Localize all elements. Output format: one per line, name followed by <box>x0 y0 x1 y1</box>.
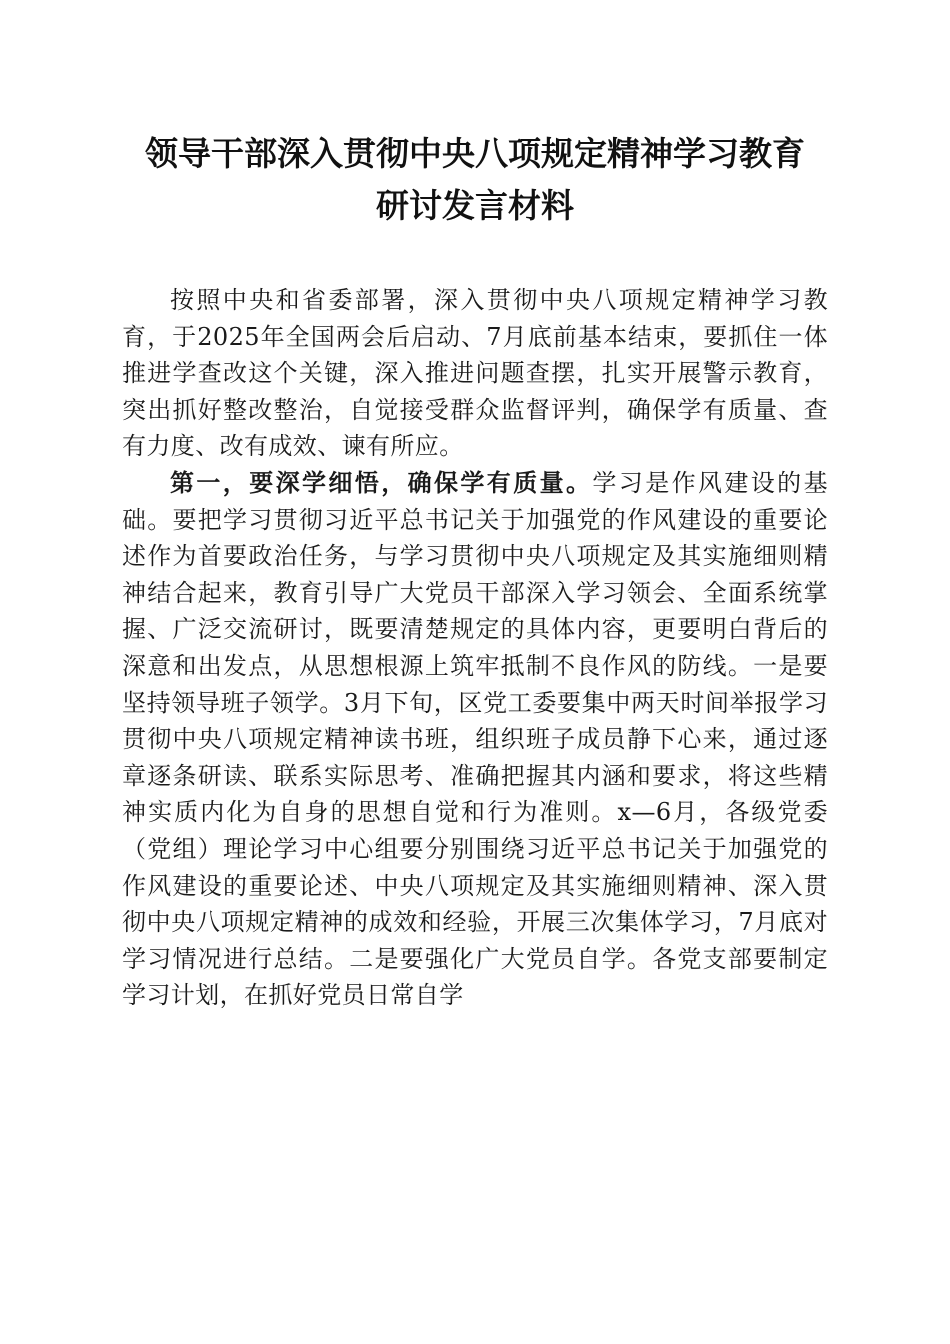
document-title <box>122 128 828 232</box>
paragraph-intro: 按照中央和省委部署，深入贯彻中央八项规定精神学习教育，于2025年全国两会后启动、7月底前基本结束，要抓住一体推进学查改这个关键，深入推进问题查摆，扎实开展警示教育，突出抓好整改整治，自觉接受群众监督评判，确保学有质量、查有力度、改有成效、谏有所应。 <box>122 286 828 461</box>
document-body <box>122 282 828 1014</box>
paragraph-text: 学习是作风建设的基础。要把学习贯彻习近平总书记关于加强党的作风建设的重要论述作为首要政治任务，与学习贯彻中央八项规定及其实施细则精神结合起来，教育引导广大党员干部深入学习领会、全面系统掌握、广泛交流研讨，既要清楚规定的具体内容，更要明白背后的深意和出发点，从思想根源上筑牢抵制不良作风的防线。一是要坚持领导班子领学。3月下旬，区党工委要集中两天时间举报学习贯彻中央八项规定精神读书班，组织班子成员静下心来，通过逐章逐条研读、联系实际思考、准确把握其内涵和要求，将这些精神实质内化为自身的思想自觉和行为准则。x—6月，各级党委（党组）理论学习中心组要分别围绕习近平总书记关于加强党的作风建设的重要论述、中央八项规定及其实施细则精神、深入贯彻中央八项规定精神的成效和经验，开展三次集体学习，7月底对学习情况进行总结。二是要强化广大党员自学。各党支部要制定学习计划，在抓好党员日常自学 <box>122 468 828 1010</box>
paragraph-lead: 第一，要深学细悟，确保学有质量。 <box>170 467 593 497</box>
document-page <box>122 128 828 1014</box>
title-line-1: 领导干部深入贯彻中央八项规定精神学习教育 <box>145 134 805 173</box>
title-line-2: 研讨发言材料 <box>376 186 574 225</box>
paragraph-first-point <box>122 465 828 1014</box>
